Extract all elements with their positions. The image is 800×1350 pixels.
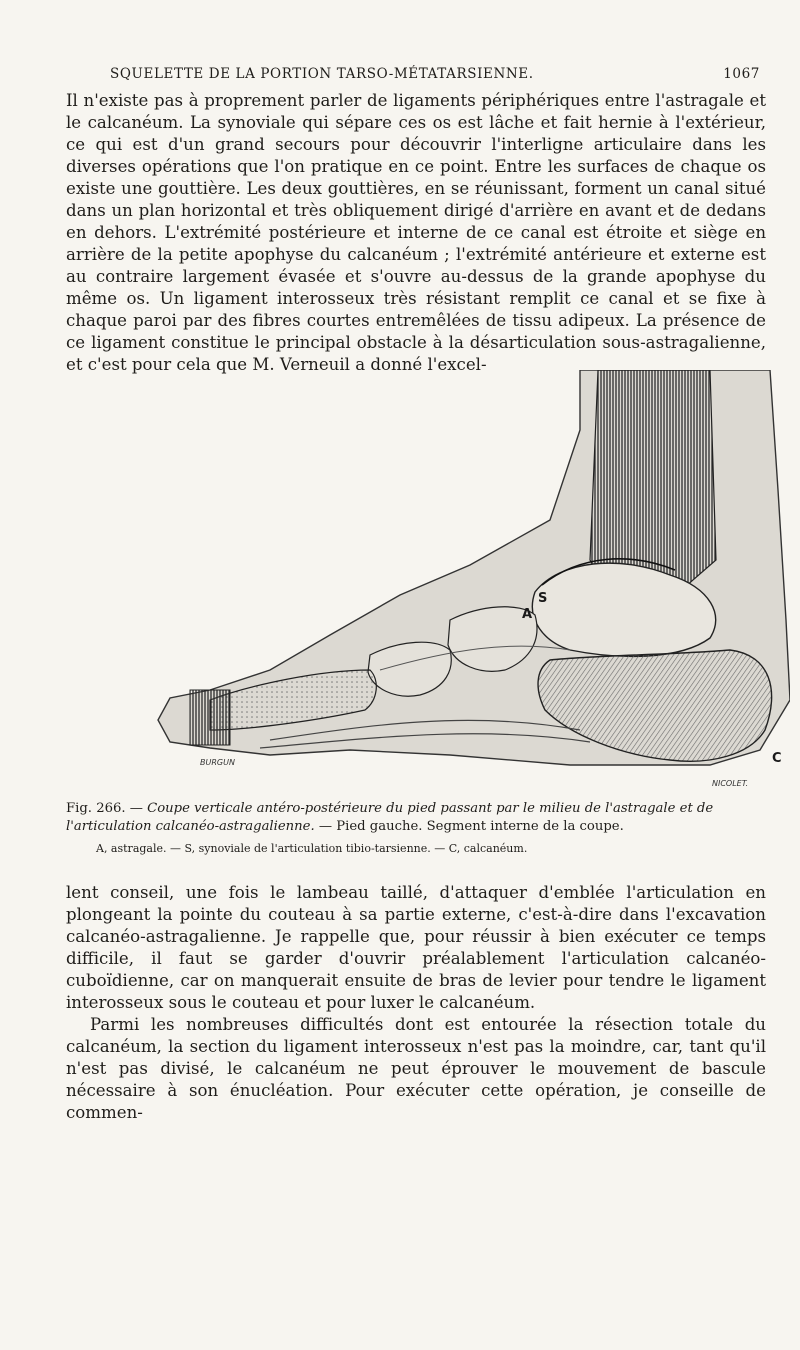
paragraph-1: Il n'existe pas à proprement parler de ligaments périphériques entre l'astragale et le calcanéum. La synoviale qui sépare ces os est lâche et fait hernie à l'extérieur, ce qui est d'un grand secours pour découvrir l'interligne articulaire dans les diverses opérations que l'on pratique en ce point. Entre les surfaces de chaque os existe une gouttière. Les deux gouttières, en se réunissant, forment un canal situé dans un plan horizontal et très obliquement dirigé d'arrière en avant et de dedans en dehors. L'extrémité postérieure et interne de ce canal est étroite et siège en arrière de la petite apophyse du calcanéum ; l'extrémité antérieure et externe est au contraire largement évasée et s'ouvre au-dessus de la grande apophyse du même os. Un ligament interosseux très résistant remplit ce canal et se fixe à chaque paroi par des fibres courtes entremêlées de tissu adipeux. La présence de ce ligament constitue le principal obstacle à la désarticulation sous-astragalienne, et c'est pour cela que M. Verneuil a donné l'excel- <box>66 91 766 374</box>
paragraph-3: Parmi les nombreuses difficultés dont est entourée la résection totale du calcanéum, la section du ligament interosseux n'est pas la moindre, car, tant qu'il n'est pas divisé, le calcanéum ne peut éprouver le mouvement de bascule nécessaire à son énucléation. Pour exécuter cette opération, je conseille de commen- <box>66 1015 766 1122</box>
label-a: A <box>522 607 533 622</box>
paragraph-2: lent conseil, une fois le lambeau taillé, d'attaquer d'emblée l'articulation en plongeant la pointe du couteau à sa partie externe, c'est-à-dire dans l'excavation calcanéo-astragalienne. Je rappelle que, pour réussir à bien exécuter ce temps difficile, il faut se garder d'ouvrir préalablement l'articulation calcanéo-cuboïdienne, car on manquerait ensuite de bras de levier pour tendre le ligament interosseux sous le couteau et pour luxer le calcanéum. <box>66 883 766 1012</box>
figure-caption <box>66 800 766 836</box>
signature-burgun: BURGUN <box>200 758 235 767</box>
caption-title: Coupe verticale antéro-postérieure du pied passant par le milieu de l'astragale et de l'articulation calcanéo-astragalienne. <box>66 801 714 834</box>
page-number: 1067 <box>723 66 760 82</box>
label-c: C <box>772 751 782 766</box>
figure-legend: A, astragale. — S, synoviale de l'articulation tibio-tarsienne. — C, calcanéum. <box>96 842 528 855</box>
toe-shape <box>190 690 230 745</box>
caption-prefix: Fig. 266. — <box>66 801 143 816</box>
body-text-lower <box>66 882 766 1124</box>
running-head: SQUELETTE DE LA PORTION TARSO-MÉTATARSIENNE. <box>110 66 534 82</box>
label-s: S <box>538 591 548 606</box>
foot-section-illustration <box>150 370 790 790</box>
anatomical-figure <box>150 370 790 790</box>
signature-nicolet: NICOLET. <box>712 779 749 788</box>
caption-suffix: — Pied gauche. Segment interne de la coupe. <box>318 819 624 834</box>
